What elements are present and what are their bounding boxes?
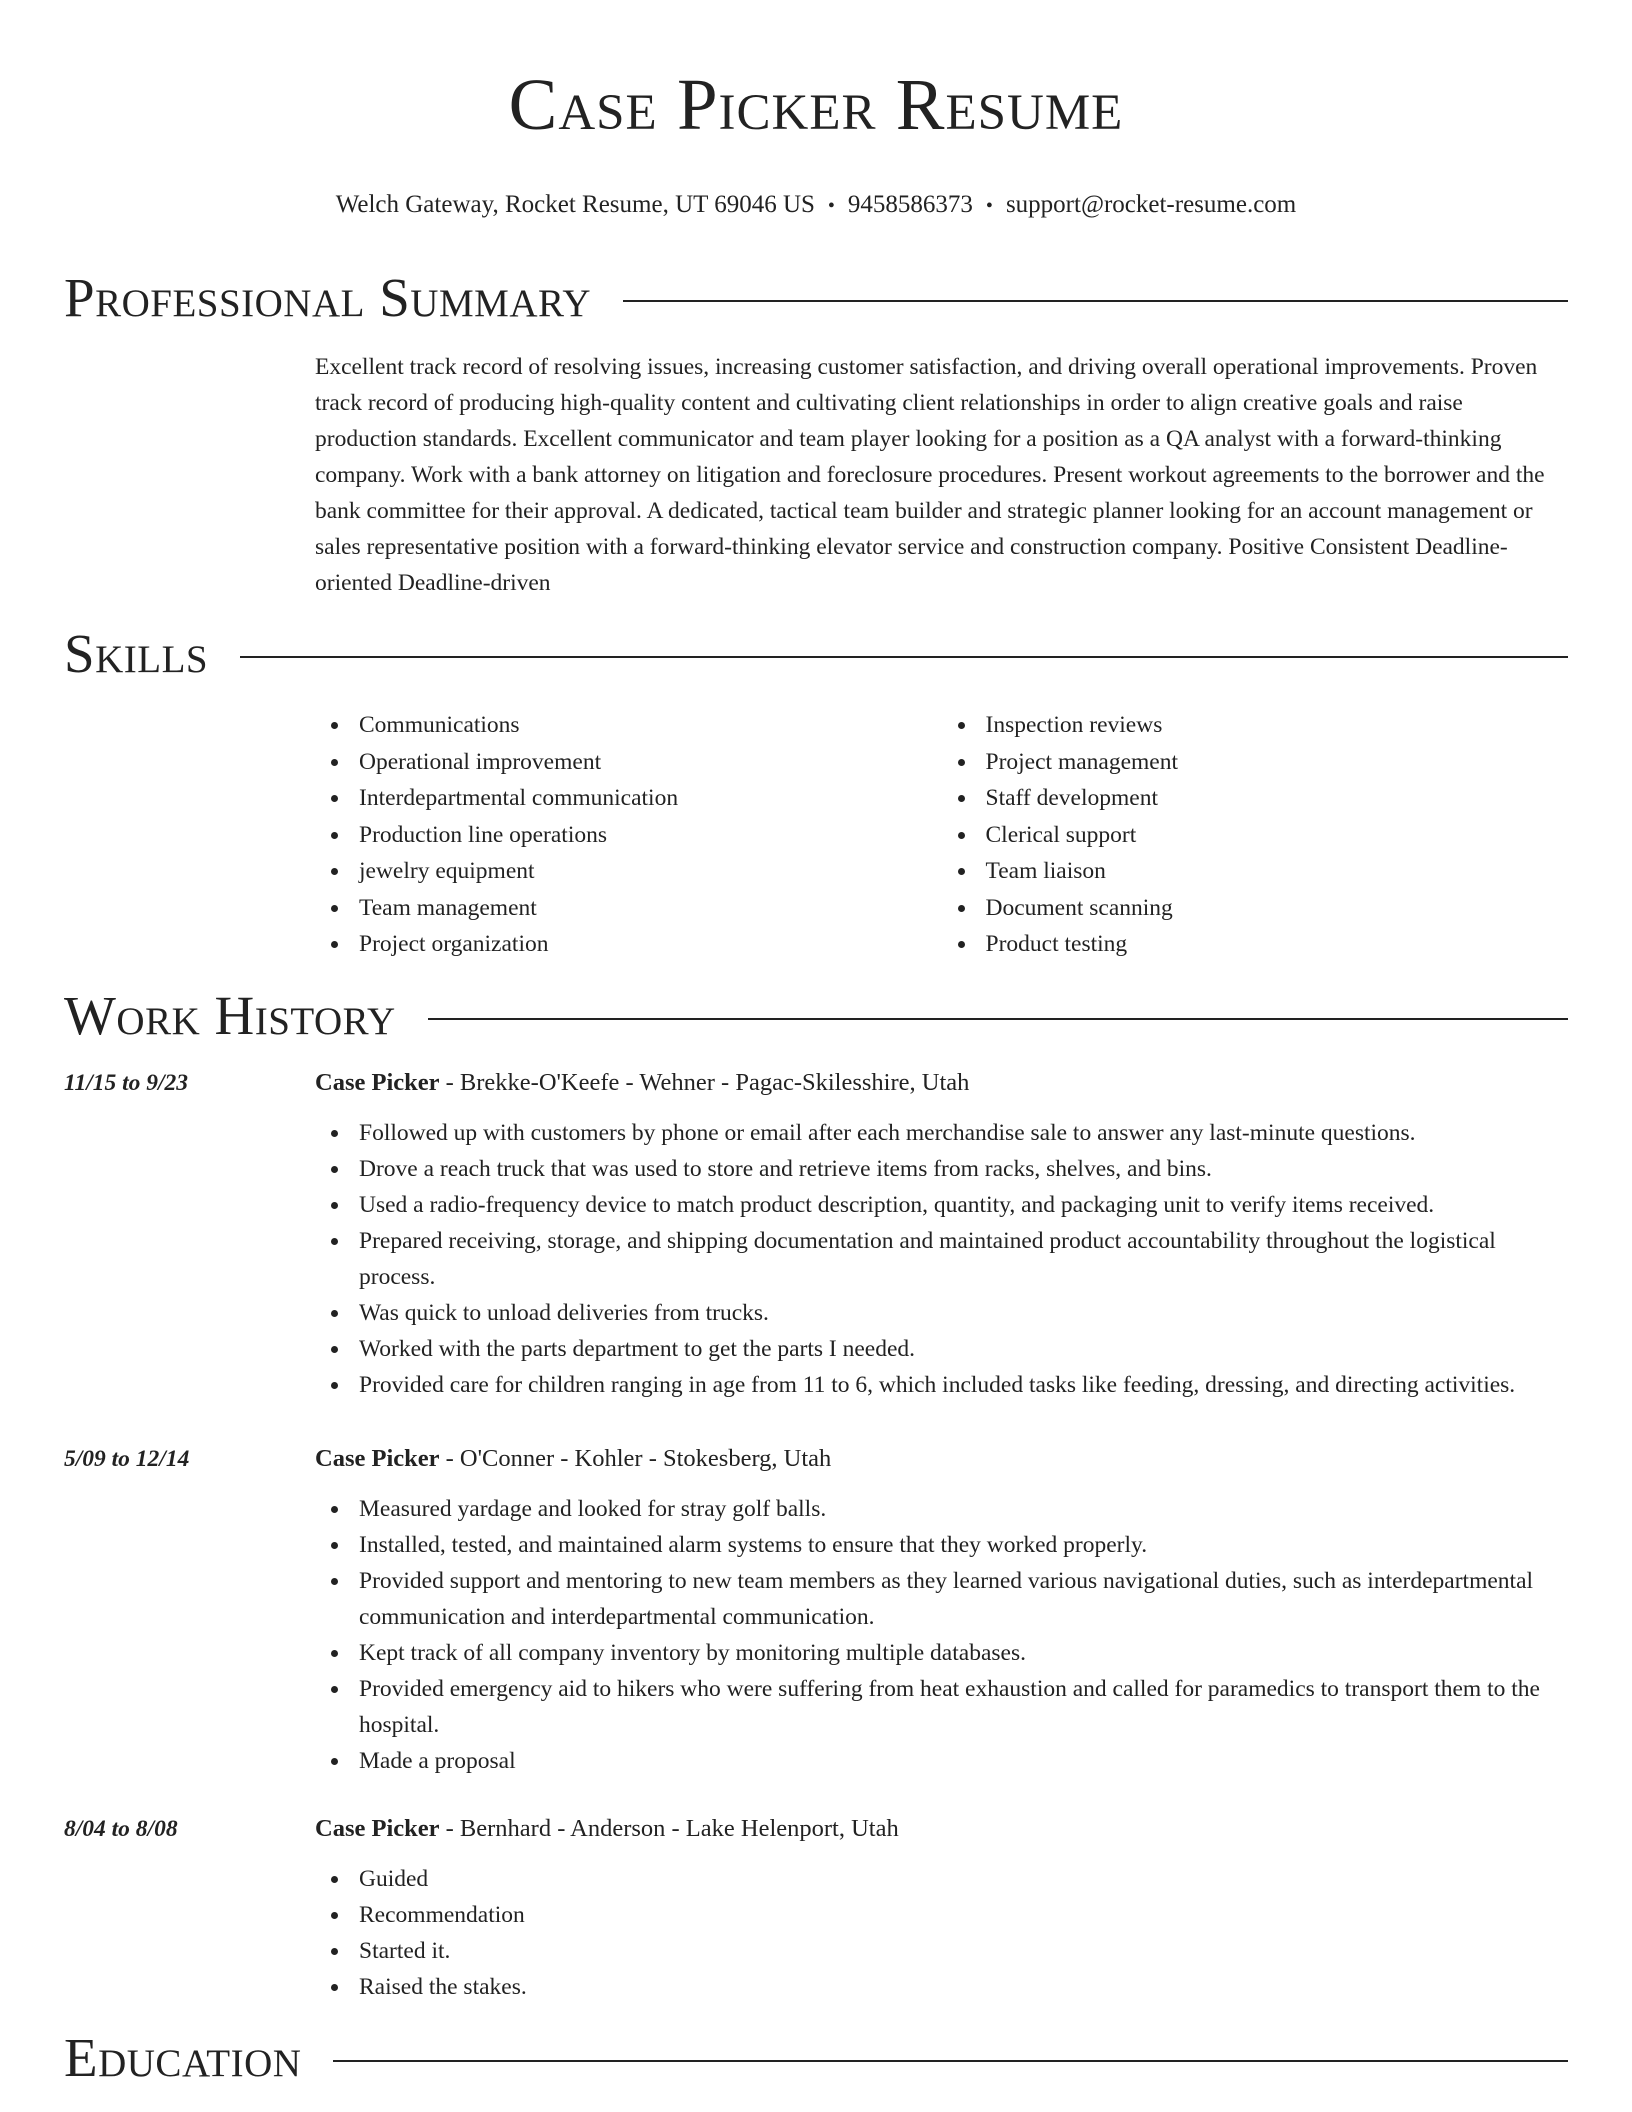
skill-item: Interdepartmental communication [315,780,942,817]
section-divider [333,2060,1568,2062]
skill-item: Project management [942,744,1569,781]
section-header-education [64,2025,1568,2091]
job-content [315,1439,1568,1779]
job-bullet: Started it. [315,1933,1568,1969]
job-entry [64,1809,1568,2005]
job-entry [64,1439,1568,1779]
skill-item: Team liaison [942,853,1569,890]
job-bullet: Provided emergency aid to hikers who were suffering from heat exhaustion and called for paramedics to transport them to the hospital. [315,1671,1568,1743]
skill-item: Project organization [315,926,942,963]
section-header-skills [64,621,1568,687]
skill-item: Clerical support [942,817,1569,854]
job-dates: 11/15 to 9/23 [64,1069,189,1096]
skill-item: Staff development [942,780,1569,817]
section-header-summary [64,265,1568,331]
section-title-summary: Professional Summary [64,267,592,328]
contact-address: Welch Gateway, Rocket Resume, UT 69046 US [335,191,815,218]
contact-phone: 9458586373 [847,191,973,218]
section-title-skills: Skills [64,623,209,684]
skill-item: Production line operations [315,817,942,854]
job-bullet: Measured yardage and looked for stray golf balls. [315,1491,1568,1527]
job-entry [64,1063,1568,1403]
job-bullet-list [315,1491,1568,1779]
contact-email: support@rocket-resume.com [1005,191,1297,218]
skill-item: Inspection reviews [942,707,1569,744]
skill-item: Document scanning [942,890,1569,927]
job-content [315,1063,1568,1403]
job-bullet: Was quick to unload deliveries from trucks. [315,1295,1568,1331]
section-divider [428,1018,1568,1020]
job-title: Case Picker [315,1068,440,1096]
skill-item: Communications [315,707,942,744]
job-heading [315,1063,1568,1103]
job-employer: - O'Conner - Kohler - Stokesberg, Utah [439,1444,832,1472]
job-bullet-list [315,1861,1568,2005]
section-title-education: Education [64,2026,302,2088]
job-dates: 8/04 to 8/08 [64,1815,178,1842]
job-bullet: Installed, tested, and maintained alarm systems to ensure that they worked properly. [315,1527,1568,1563]
job-bullet: Kept track of all company inventory by monitoring multiple databases. [315,1635,1568,1671]
skills-column-right [942,707,1569,963]
job-dates: 5/09 to 12/14 [64,1445,190,1472]
job-employer: - Bernhard - Anderson - Lake Helenport, Utah [439,1814,899,1842]
skill-item: jewelry equipment [315,853,942,890]
skills-column-left [315,707,942,963]
job-bullet: Provided support and mentoring to new team members as they learned various navigational duties, such as interdepartmental communication and interdepartmental communication. [315,1563,1568,1635]
contact-separator: • [985,195,993,217]
job-content [315,1809,1568,2005]
job-bullet: Followed up with customers by phone or email after each merchandise sale to answer any last-minute questions. [315,1115,1568,1151]
skills-list [315,707,1568,963]
job-bullet: Provided care for children ranging in age from 11 to 6, which included tasks like feeding, dressing, and directing activities. [315,1367,1568,1403]
job-bullet: Guided [315,1861,1568,1897]
skill-item: Operational improvement [315,744,942,781]
contact-line [0,190,1632,221]
skill-item: Product testing [942,926,1569,963]
job-bullet: Made a proposal [315,1743,1568,1779]
job-title: Case Picker [315,1814,440,1842]
section-header-work [64,983,1568,1049]
job-heading [315,1439,1568,1479]
section-divider [240,656,1568,658]
section-title-work: Work History [64,984,396,1046]
resume-title: Case Picker Resume [508,64,1124,145]
job-bullet: Recommendation [315,1897,1568,1933]
job-heading [315,1809,1568,1849]
job-bullet: Worked with the parts department to get the parts I needed. [315,1331,1568,1367]
job-bullet: Raised the stakes. [315,1969,1568,2005]
contact-separator: • [827,195,835,217]
job-bullet: Used a radio-frequency device to match product description, quantity, and packaging unit to verify items received. [315,1187,1568,1223]
work-history-list [0,1063,1632,2005]
job-bullet: Prepared receiving, storage, and shipping documentation and maintained product accountability throughout the logistical process. [315,1223,1568,1295]
summary-text: Excellent track record of resolving issues, increasing customer satisfaction, and driving overall operational improvements. Proven track record of producing high-quality content and cultivating client relationships in order to align creative goals and raise production standards. Excellent communicator and team player looking for a position as a QA analyst with a forward-thinking company. Work with a bank attorney on litigation and foreclosure procedures. Present workout agreements to the borrower and the bank committee for their approval. A dedicated, tactical team builder and strategic planner looking for an account management or sales representative position with a forward-thinking elevator service and construction company. Positive Consistent Deadline-oriented Deadline-driven [315,354,1545,596]
section-divider [623,300,1568,302]
job-title: Case Picker [315,1444,440,1472]
job-bullet-list [315,1115,1568,1403]
job-bullet: Drove a reach truck that was used to store and retrieve items from racks, shelves, and bins. [315,1151,1568,1187]
job-employer: - Brekke-O'Keefe - Wehner - Pagac-Skilesshire, Utah [439,1068,970,1096]
skill-item: Team management [315,890,942,927]
